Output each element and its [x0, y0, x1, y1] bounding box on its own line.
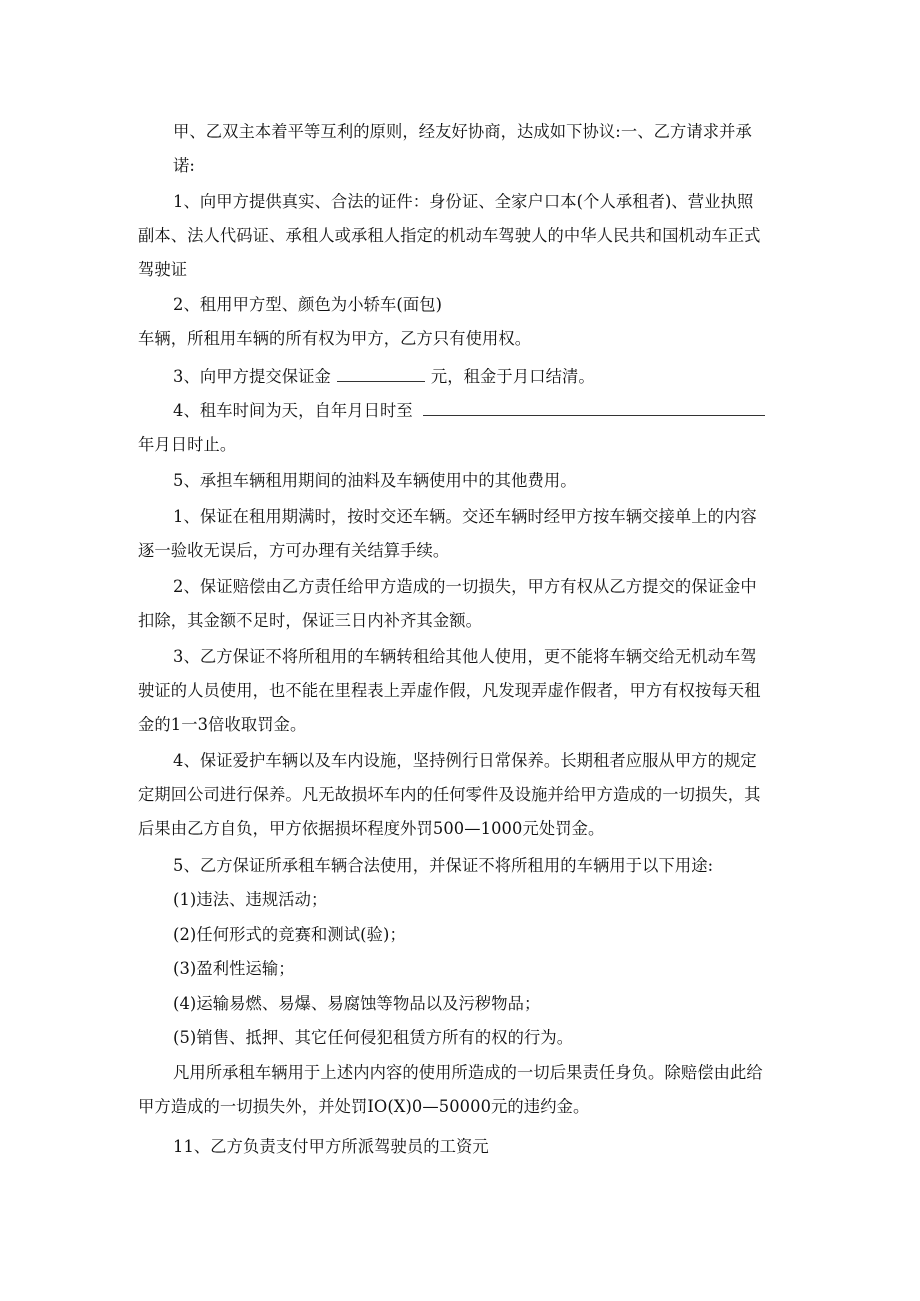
- paragraph-line: 后果由乙方自负，甲方依据损坏程度外罚500—1000元处罚金。: [138, 819, 605, 838]
- deposit-blank: [337, 366, 425, 382]
- list-item: (4)运输易燃、易爆、易腐蚀等物品以及污秽物品；: [173, 994, 541, 1013]
- clause-text: 元，租金于月口结清。: [430, 367, 595, 386]
- paragraph-line: 年月日时止。: [138, 435, 237, 454]
- paragraph-line: 甲方造成的一切损失外，并处罚IO(X)0—50000元的违约金。: [138, 1097, 590, 1116]
- paragraph-line: 金的1一3倍收取罚金。: [138, 715, 307, 734]
- paragraph-line: [173, 366, 595, 388]
- paragraph-line: 驾驶证: [138, 260, 188, 279]
- paragraph-line: 逐一验收无误后，方可办理有关结算手续。: [138, 541, 450, 560]
- list-item: (2)任何形式的竞赛和测试(验)；: [173, 925, 406, 944]
- paragraph-line: 4、保证爱护车辆以及车内设施，坚持例行日常保养。长期租者应服从甲方的规定: [173, 751, 757, 770]
- rental-period-blank: [423, 400, 765, 416]
- paragraph-line: 5、承担车辆租用期间的油料及车辆使用中的其他费用。: [173, 471, 577, 490]
- paragraph-line: 11、乙方负责支付甲方所派驾驶员的工资元: [173, 1137, 489, 1156]
- clause-text: 3、向甲方提交保证金: [173, 367, 331, 386]
- paragraph-line: 5、乙方保证所承租车辆合法使用，并保证不将所租用的车辆用于以下用途:: [173, 856, 714, 875]
- paragraph-line: 1、向甲方提供真实、合法的证件：身份证、全家户口本(个人承租者)、营业执照: [173, 192, 754, 211]
- paragraph-line: 甲、乙双主本着平等互利的原则，经友好协商，达成如下协议:一、乙方请求并承: [173, 122, 752, 141]
- paragraph-line: 扣除，其金额不足时，保证三日内补齐其金额。: [138, 611, 483, 630]
- paragraph-line: 1、保证在租用期满时，按时交还车辆。交还车辆时经甲方按车辆交接单上的内容: [173, 507, 757, 526]
- clause-text: 4、租车时间为天，自年月日时至: [173, 401, 413, 420]
- list-item: (3)盈利性运输；: [173, 959, 295, 978]
- paragraph-line: 定期回公司进行保养。凡无故损坏车内的任何零件及设施并给甲方造成的一切损失，其: [138, 785, 761, 804]
- list-item: (1)违法、违规活动；: [173, 890, 328, 909]
- paragraph-line: 2、保证赔偿由乙方责任给甲方造成的一切损失，甲方有权从乙方提交的保证金中: [173, 577, 757, 596]
- paragraph-line: 驶证的人员使用，也不能在里程表上弄虚作假，凡发现弄虚作假者，甲方有权按每天租: [138, 681, 761, 700]
- list-item: (5)销售、抵押、其它任何侵犯租赁方所有的权的行为。: [173, 1028, 574, 1047]
- paragraph-line: [173, 400, 765, 422]
- paragraph-line: 凡用所承租车辆用于上述内内容的使用所造成的一切后果责任身负。除赔偿由此给: [173, 1063, 763, 1082]
- paragraph-line: 副本、法人代码证、承租人或承租人指定的机动车驾驶人的中华人民共和国机动车正式: [138, 226, 761, 245]
- paragraph-line: 3、乙方保证不将所租用的车辆转租给其他人使用，更不能将车辆交给无机动车驾: [173, 647, 757, 666]
- paragraph-line: 诺:: [173, 156, 195, 175]
- paragraph-line: 2、租用甲方型、颜色为小轿车(面包): [173, 295, 443, 314]
- paragraph-line: 车辆，所租用车辆的所有权为甲方，乙方只有使用权。: [138, 329, 532, 348]
